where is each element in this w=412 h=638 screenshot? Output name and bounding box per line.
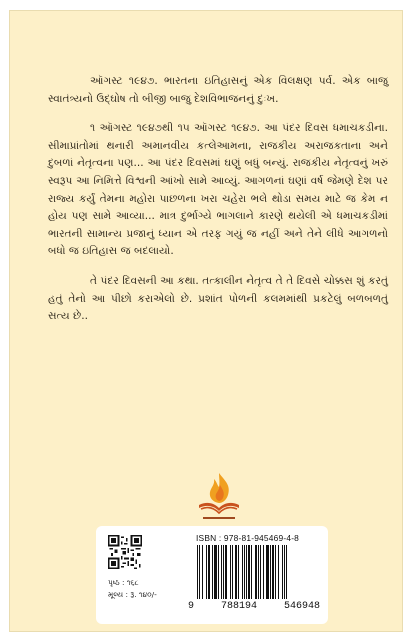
barcode-bar [242, 545, 243, 599]
barcode-bar [202, 545, 203, 599]
barcode-bar [258, 545, 259, 599]
barcode-bar [208, 545, 210, 599]
barcode-bar [284, 545, 285, 599]
barcode-bar [260, 545, 261, 599]
barcode-digits [188, 601, 320, 612]
barcode-bar [225, 545, 227, 599]
qr-code-icon [108, 535, 142, 569]
barcode-bar [230, 545, 231, 599]
back-cover-blurb [48, 73, 388, 338]
barcode-panel [96, 526, 328, 624]
barcode-bar [272, 545, 274, 599]
barcode-bar [275, 545, 276, 599]
barcode-bar [197, 545, 198, 599]
back-cover [9, 10, 403, 632]
barcode-digit-lead: 9 [188, 601, 195, 612]
page-count: પૃષ્ઠ : ૧૬૮ [108, 578, 139, 587]
barcode-bar [232, 545, 233, 599]
blurb-paragraph: ૧ ઑગસ્ટ ૧૯૪૭થી ૧૫ ઑગસ્ટ ૧૯૪૭. આ પંદર દિવસ ધમાચકડીના. સીમાપ્રાંતોમાં થનારી અમાનવીય કત્લેઆમના, રાજકીય અરાજકતાના અને દુબળાં નેતૃત્વના પણ... આ પંદર દિવસમાં ઘણું બધું બન્યું. રાજકીય નેતૃત્વનું ખરું સ્વરૂપ આ નિમિત્તે વિશ્વની આંખો સામે આવ્યું. આગળનાં ઘણાં વર્ષ જેમણે દેશ પર રાજ્ય કર્યું તેમના મહોરા પાછળના ખરા ચહેરા ભલે થોડા સમય માટે જ કેમ ન હોય પણ સામે આવ્યા... માત્ર દુર્ભાગ્યે ભાગલાને કારણે થયેલી એ ધમાચકડીમાં ભારતની સામાન્ય પ્રજાનું ધ્યાન એ તરફ ગયું જ નહીં અને તેને લીધે આગળનો બધો જ ઇતિહાસ જ બદલાયો. [48, 122, 388, 258]
barcode-bar [218, 545, 219, 599]
barcode-bar [223, 545, 224, 599]
barcode-bar [282, 545, 283, 599]
barcode-bar [248, 545, 250, 599]
barcode-bar [266, 545, 269, 599]
barcode-bar [212, 545, 213, 599]
barcode-bar [238, 545, 239, 599]
barcode-bar [251, 545, 252, 599]
barcode-bar [278, 545, 279, 599]
barcode-bar [214, 545, 217, 599]
barcode-bar [221, 545, 222, 599]
barcode-bar [270, 545, 271, 599]
barcode-bar [263, 545, 264, 599]
barcode-bar [255, 545, 257, 599]
price: મૂલ્ય : રૂ. ૧૪૦/- [108, 590, 157, 599]
barcode-bar [286, 545, 287, 599]
barcode-bar [246, 545, 247, 599]
blurb-paragraph: ઑગસ્ટ ૧૯૪૭. ભારતના ઇતિહાસનું એક વિલક્ષણ પર્વ. એક બાજુ સ્વાતંત્ર્યનો ઉદ્ઘોષ તો બીજી બાજુ દેશવિભાજનનું દુઃખ. [48, 75, 388, 105]
isbn-barcode [196, 545, 314, 599]
barcode-bar [235, 545, 237, 599]
blurb-paragraph: તે પંદર દિવસની આ કથા. તત્કાલીન નેતૃત્વ તે તે દિવસે ચોક્કસ શું કરતું હતું તેનો આ પીછો કરાએલો છે. પ્રશાંત પોળની કલમમાંથી પ્રકટેલું બળબળતું સત્ય છે.. [48, 274, 388, 323]
barcode-bar [244, 545, 245, 599]
isbn-label: ISBN : 978-81-945469-4-8 [196, 533, 300, 543]
barcode-bar [199, 545, 200, 599]
barcode-digit-group: 546948 [283, 601, 320, 612]
barcode-bar [206, 545, 207, 599]
flame-book-icon [195, 471, 243, 523]
barcode-digit-group: 788194 [220, 601, 257, 612]
